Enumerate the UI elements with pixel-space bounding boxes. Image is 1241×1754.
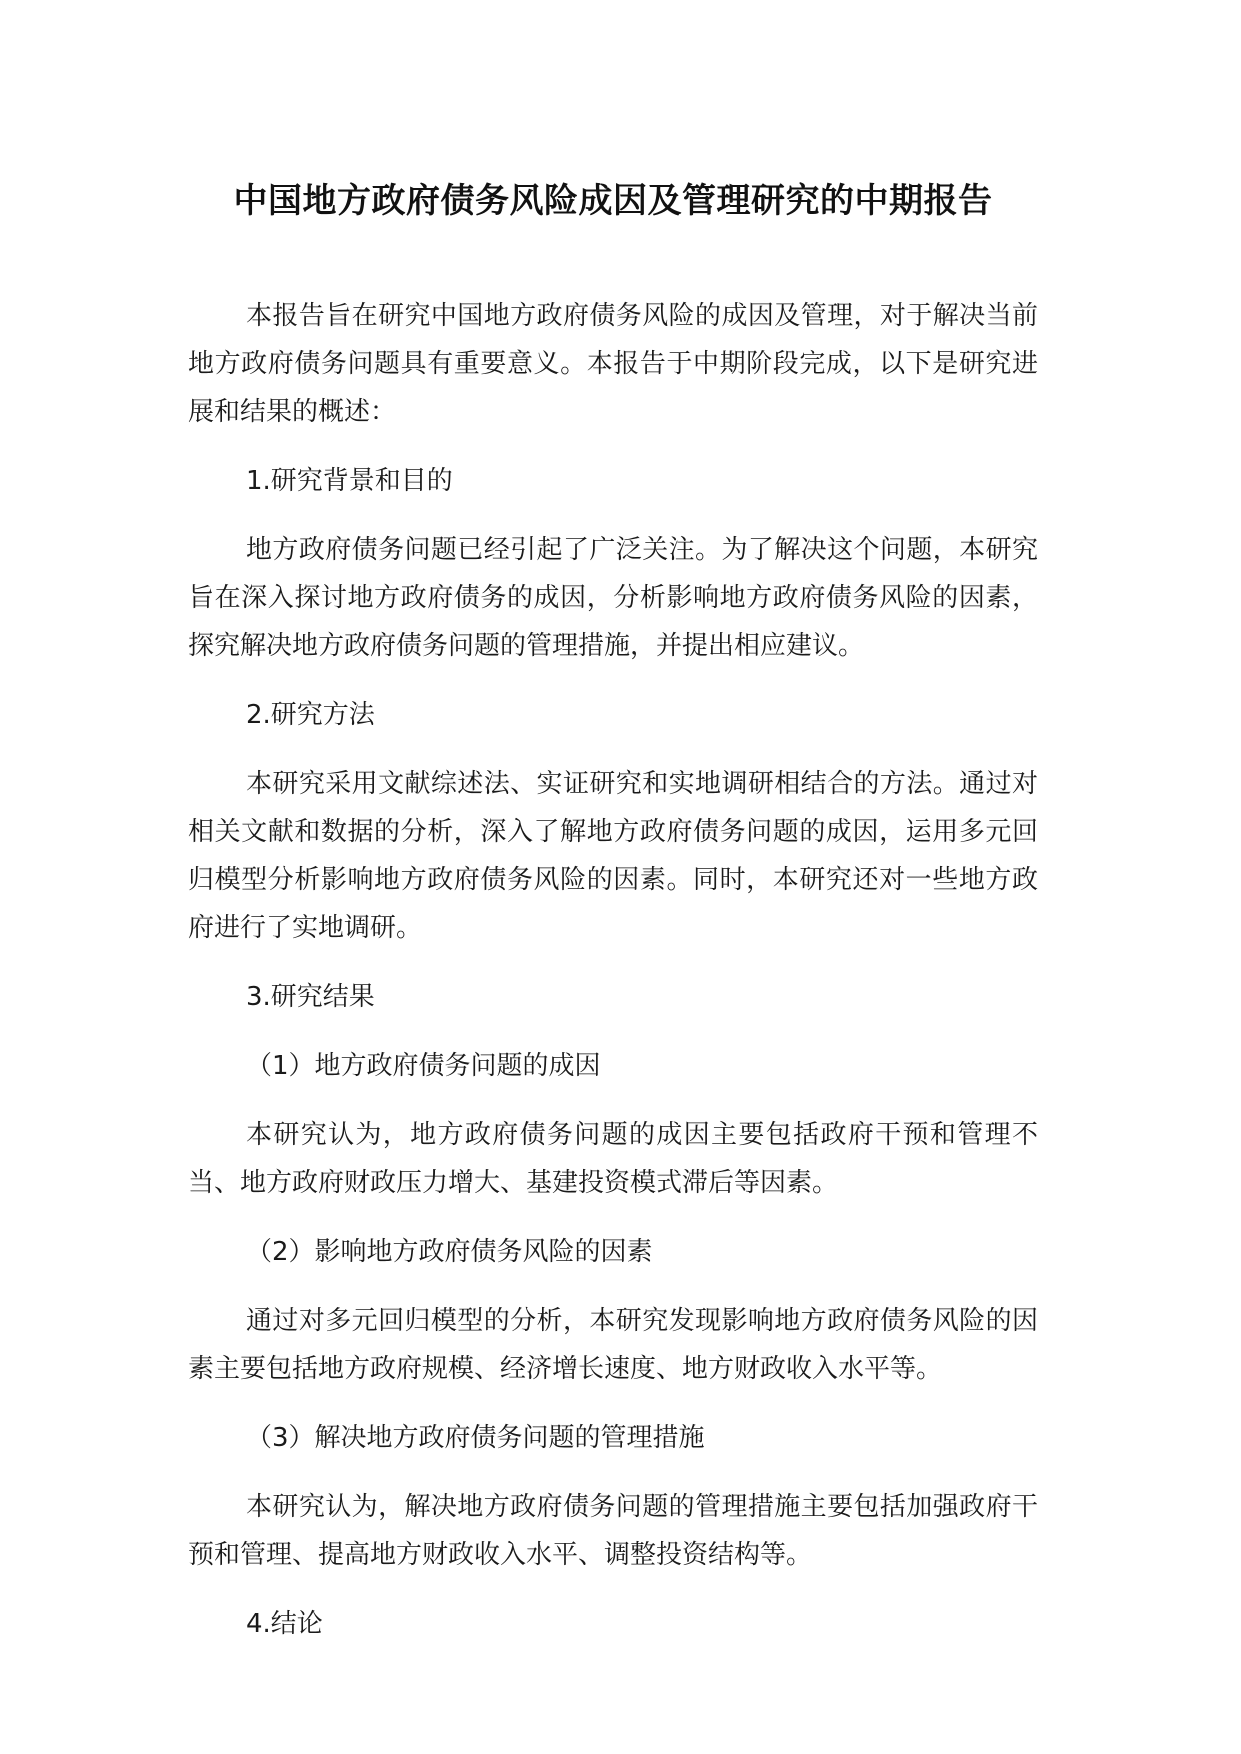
document-title: 中国地方政府债务风险成因及管理研究的中期报告 [233,181,993,221]
section-3-heading: 3.研究结果 [246,982,375,1012]
section-2-paragraph: 本研究采用文献综述法、实证研究和实地调研相结合的方法。通过对相关文献和数据的分析，深入了解地方政府债务问题的成因，运用多元回归模型分析影响地方政府债务风险的因素。同时，本研究还对一些地方政府进行了实地调研。 [188,769,1038,943]
section-4-heading: 4.结论 [246,1609,323,1639]
document-body [188,292,1038,1669]
section-3-1-paragraph: 本研究认为，地方政府债务问题的成因主要包括政府干预和管理不当、地方政府财政压力增大、基建投资模式滞后等因素。 [188,1120,1038,1198]
section-3-2-heading: （2）影响地方政府债务风险的因素 [246,1237,653,1267]
section-3-3-paragraph: 本研究认为，解决地方政府债务问题的管理措施主要包括加强政府干预和管理、提高地方财政收入水平、调整投资结构等。 [188,1492,1038,1570]
intro-paragraph: 本报告旨在研究中国地方政府债务风险的成因及管理，对于解决当前地方政府债务问题具有重要意义。本报告于中期阶段完成，以下是研究进展和结果的概述： [188,301,1038,427]
section-1-paragraph: 地方政府债务问题已经引起了广泛关注。为了解决这个问题，本研究旨在深入探讨地方政府债务的成因，分析影响地方政府债务风险的因素，探究解决地方政府债务问题的管理措施，并提出相应建议。 [188,535,1038,661]
section-3-2-paragraph: 通过对多元回归模型的分析，本研究发现影响地方政府债务风险的因素主要包括地方政府规模、经济增长速度、地方财政收入水平等。 [188,1306,1038,1384]
section-2-heading: 2.研究方法 [246,700,375,730]
section-1-heading: 1.研究背景和目的 [246,466,453,496]
section-3-3-heading: （3）解决地方政府债务问题的管理措施 [246,1423,705,1453]
section-3-1-heading: （1）地方政府债务问题的成因 [246,1051,601,1081]
